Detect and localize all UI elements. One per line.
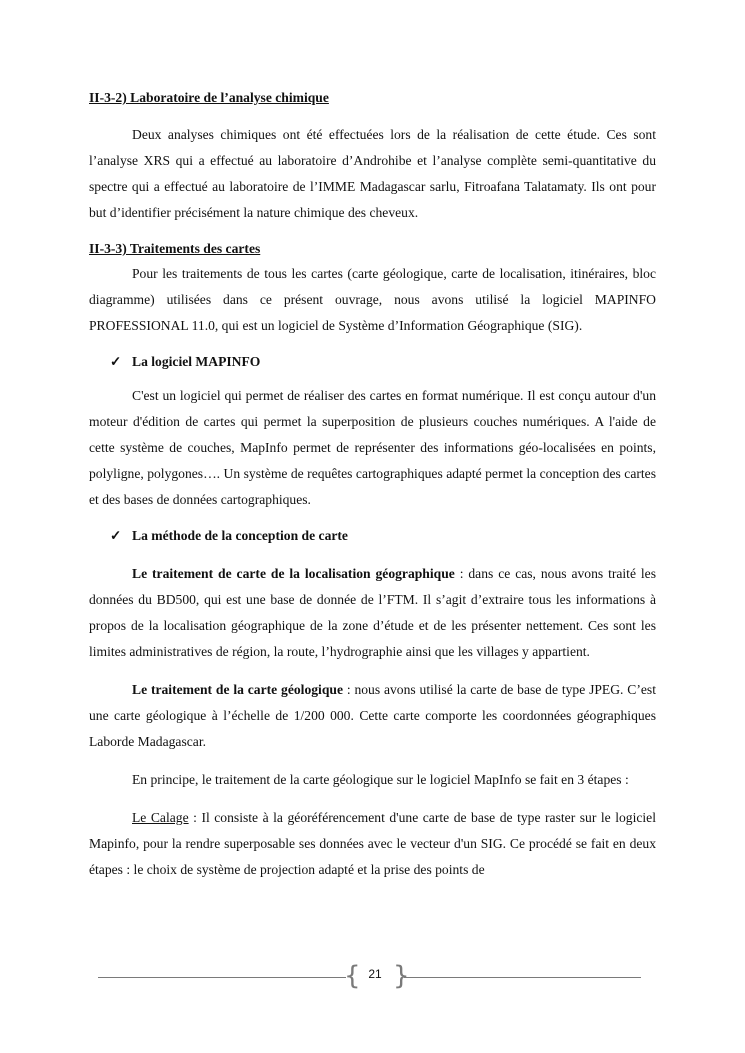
bullet-title-methode: La méthode de la conception de carte xyxy=(132,528,348,543)
text-geologique: : nous avons utilisé la carte de base de type JPEG. C’est une carte géologique à l’échelle de 1/200 000. Cette carte comporte les coordonnées géographiques Laborde Madagascar. xyxy=(89,682,656,749)
page-number: 21 xyxy=(368,967,382,981)
checkmark-icon: ✓ xyxy=(110,354,122,369)
bold-term-localisation: Le traitement de carte de la localisation géographique xyxy=(132,566,455,581)
paragraph-mapinfo-description: C'est un logiciel qui permet de réaliser des cartes en format numérique. Il est conçu autour d'un moteur d'édition de cartes qui permet la superposition de plusieurs couches numériques. A l'aide de cette système de couches, MapInfo permet de représenter des informations géo-localisées en points, polyligne, polygones…. Un système de requêtes cartographiques adapté permet la conception des cartes et des bases de données cartographiques. xyxy=(89,388,656,507)
paragraph-calage xyxy=(89,805,656,883)
bold-term-geologique: Le traitement de la carte géologique xyxy=(132,682,343,697)
paragraph-analyses-chimiques: Deux analyses chimiques ont été effectuées lors de la réalisation de cette étude. Ces sont l’analyse XRS qui a effectué au laboratoire d’Androhibe et l’analyse complète semi-quantitative du spectre qui a effectué au laboratoire de l’IMME Madagascar sarlu, Fitroafana Talatamaty. Ils ont pour but d’identifier précisément la nature chimique des cheveux. xyxy=(89,127,656,220)
section-laboratoire xyxy=(89,88,656,226)
footer-left-bracket: { xyxy=(344,961,361,991)
section-heading-traitements: II-3-3) Traitements des cartes xyxy=(89,241,261,256)
footer-rule-left xyxy=(98,977,346,978)
paragraph-localisation xyxy=(89,561,656,665)
checkmark-icon: ✓ xyxy=(110,528,122,543)
section-heading-laboratoire: II-3-2) Laboratoire de l’analyse chimique xyxy=(89,90,329,105)
paragraph-traitements-intro: Pour les traitements de tous les cartes (carte géologique, carte de localisation, itinéraires, bloc diagramme) utilisées dans ce présent ouvrage, nous avons utilisé la logiciel MAPINFO PROFESSIONAL 11.0, qui est un logiciel de Système d’Information Géographique (SIG). xyxy=(89,266,656,333)
footer-rule-right xyxy=(404,977,641,978)
bullet-title-mapinfo: La logiciel MAPINFO xyxy=(132,354,261,369)
bullet-methode-conception xyxy=(89,523,656,549)
text-localisation: : dans ce cas, nous avons traité les données du BD500, qui est une base de donnée de l’FTM. Il s’agit d’extraire tous les informations à propos de la localisation géographique de la zone d’étude et de les présenter nettement. Ces sont les limites administratives de région, la route, l’hydrographie ainsi que les villages y appartient. xyxy=(89,566,656,659)
text-calage: : Il consiste à la géoréférencement d'une carte de base de type raster sur le logiciel Mapinfo, pour la rendre superposable ses données avec le vecteur d'un SIG. Ce procédé se fait en deux étapes : le choix de système de projection adapté et la prise des points de xyxy=(89,810,656,877)
bullet-logiciel-mapinfo xyxy=(89,349,656,375)
section-traitements-cartes xyxy=(89,239,656,883)
paragraph-principe: En principe, le traitement de la carte géologique sur le logiciel MapInfo se fait en 3 étapes : xyxy=(132,772,629,787)
underlined-term-calage: Le Calage xyxy=(132,810,189,825)
footer-right-bracket: } xyxy=(393,961,410,991)
paragraph-carte-geologique xyxy=(89,677,656,755)
